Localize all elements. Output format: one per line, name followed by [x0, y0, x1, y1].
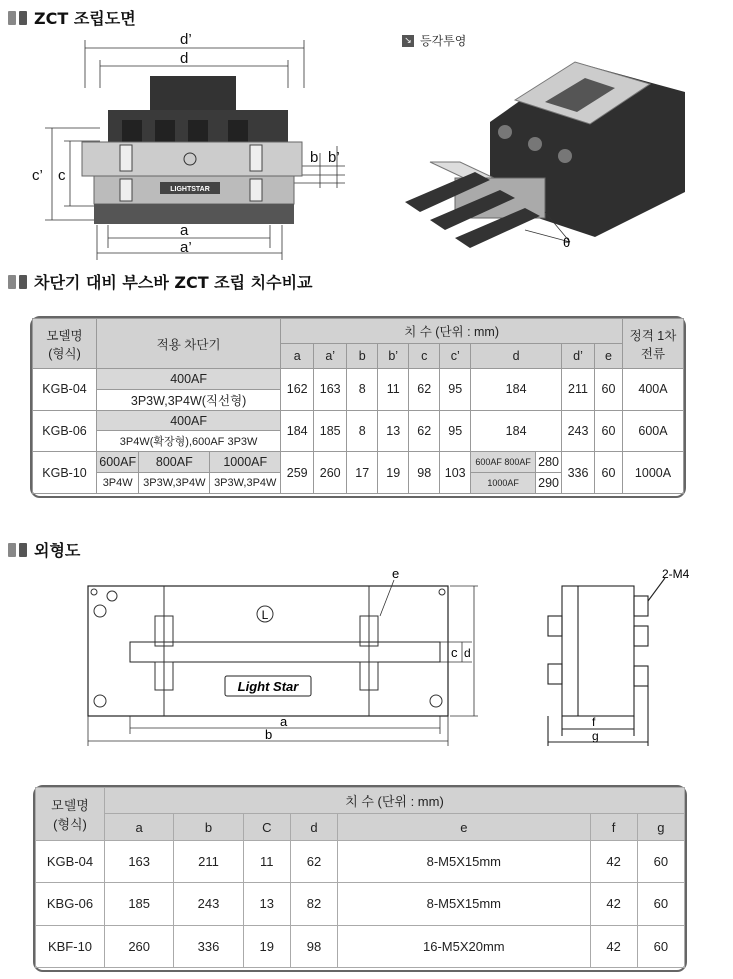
isometric-label: ↘ 등각투영 — [402, 32, 466, 49]
header-dims: 치 수 (단위 : mm) — [281, 319, 623, 344]
header-model: 모델명 (형식) — [36, 788, 105, 841]
svg-text:a’: a’ — [180, 239, 192, 256]
svg-text:L: L — [261, 608, 269, 622]
svg-text:b: b — [310, 149, 319, 166]
svg-text:c: c — [58, 167, 66, 184]
lightstar-logo: Light Star — [237, 679, 299, 694]
isometric-drawing — [395, 52, 705, 262]
breaker-compare-table: 모델명 (형식) 적용 차단기 치 수 (단위 : mm) 정격 1차 전류 a a’ b b’ c c’ d d’ e KGB-04 400AF 162 163 8 11 62 95 184 211 60 400A 3P3W,3P4W(직선형) KGB-06 400AF 184 185 8 13 62 95 184 243 60 600A 3P4W(확장형),600AF 3P3W KGB-10 600AF 800AF 1000AF 259 260 17 19 98 103 600AF 800AF 280 336 60 1000A 3P4W 3P3W,3P4W 3P3W,3P4W 1000AF 290 — [32, 318, 684, 494]
svg-text:d: d — [180, 50, 189, 67]
zct-assembly-drawing — [30, 28, 360, 260]
section-title-zct-assembly: ZCT 조립도면 — [8, 6, 136, 29]
table-row: KGB-04 400AF 162 163 8 11 62 95 184 211 60 400A — [33, 369, 684, 390]
section-title-compare: 차단기 대비 부스바 ZCT 조립 치수비교 — [8, 270, 313, 293]
outline-dims-table: 모델명 (형식) 치 수 (단위 : mm) a b C d e f g KGB-04 163 211 11 62 8-M5X15mm 42 60 KBG-06 185 243 13 82 8-M5X15mm 42 60 KBF-10 260 336 19 98 16-M5X20mm 42 60 — [35, 787, 685, 968]
table-row: KGB-04 163 211 11 62 8-M5X15mm 42 60 — [36, 841, 685, 883]
svg-text:2-M4: 2-M4 — [662, 567, 690, 581]
header-rated: 정격 1차 전류 — [623, 319, 684, 369]
svg-text:e: e — [392, 566, 400, 581]
outline-front-drawing — [80, 566, 480, 748]
svg-text:a: a — [180, 222, 189, 239]
table-row: KBG-06 185 243 13 82 8-M5X15mm 42 60 — [36, 883, 685, 925]
arrow-icon: ↘ — [402, 35, 414, 47]
svg-text:a: a — [280, 714, 288, 729]
svg-text:d: d — [464, 646, 471, 660]
table-row: KGB-10 600AF 800AF 1000AF 259 260 17 19 98 103 600AF 800AF 280 336 60 1000A — [33, 452, 684, 473]
table-row: KBF-10 260 336 19 98 16-M5X20mm 42 60 — [36, 925, 685, 967]
svg-text:b: b — [265, 727, 273, 742]
theta-label: θ — [563, 235, 571, 250]
outline-side-drawing — [540, 566, 730, 748]
lightstar-logo-small: LIGHTSTAR — [170, 186, 210, 193]
svg-text:c’: c’ — [32, 167, 43, 184]
svg-text:c: c — [451, 645, 458, 660]
svg-text:g: g — [592, 729, 599, 743]
table-row: KGB-06 400AF 184 185 8 13 62 95 184 243 60 600A — [33, 410, 684, 431]
svg-text:d’: d’ — [180, 31, 192, 48]
svg-text:f: f — [592, 715, 596, 729]
section-title-outline: 외형도 — [8, 538, 80, 561]
svg-text:b’: b’ — [328, 149, 340, 166]
header-breaker: 적용 차단기 — [97, 319, 281, 369]
header-model: 모델명 (형식) — [33, 319, 97, 369]
header-dims: 치 수 (단위 : mm) — [105, 788, 685, 814]
